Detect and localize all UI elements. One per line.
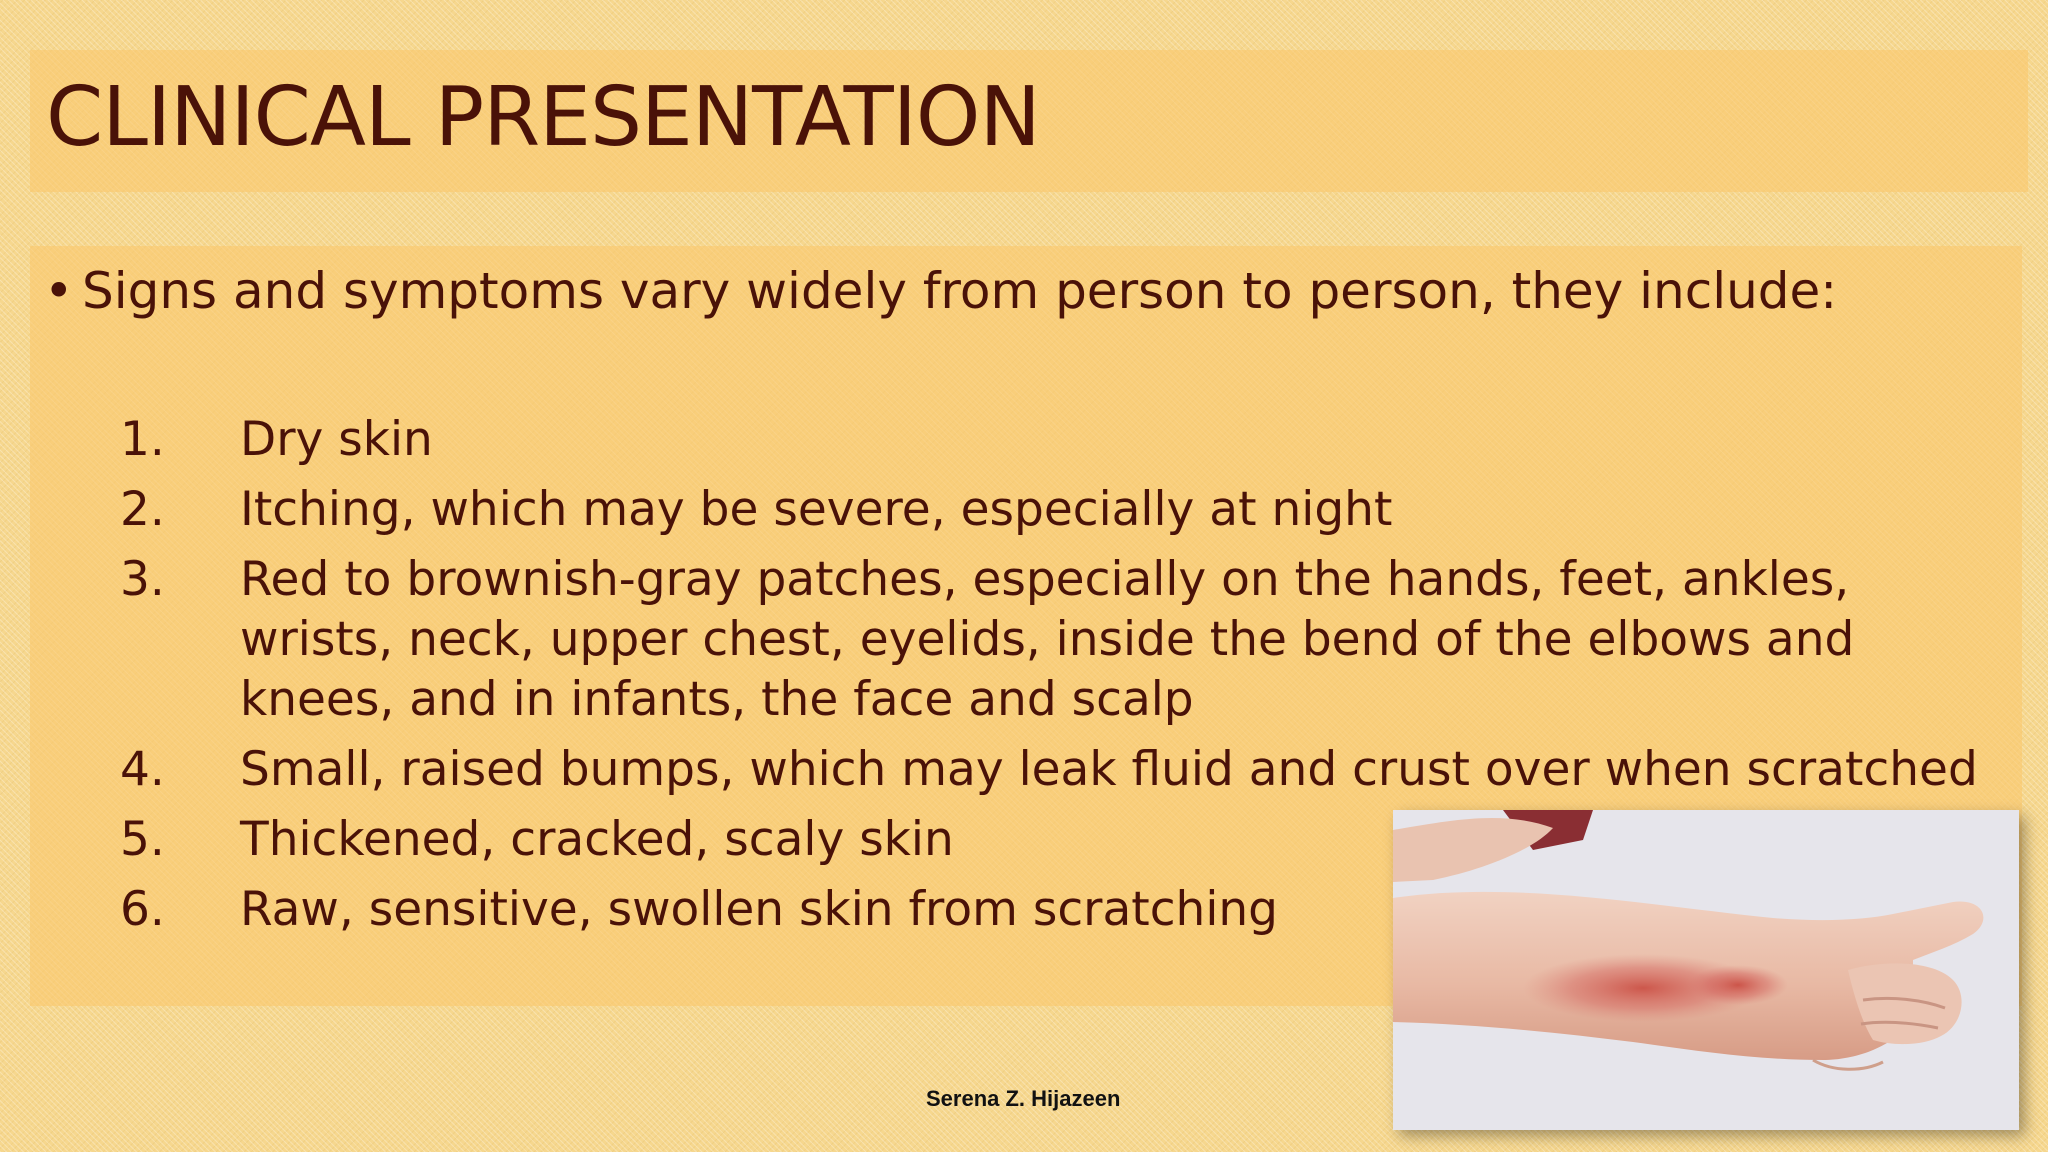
list-item-number: 1. [120, 412, 165, 467]
list-item [120, 410, 2000, 470]
list-item-text: Itching, which may be severe, especially at night [240, 482, 1393, 537]
list-item [120, 480, 2000, 540]
author-footer: Serena Z. Hijazeen [926, 1086, 1121, 1111]
bullet-marker: • [44, 262, 74, 320]
list-item [120, 740, 2000, 800]
list-item-number: 2. [120, 482, 165, 537]
list-item-text: Small, raised bumps, which may leak fluid and crust over when scratched [240, 742, 1978, 797]
list-item-text: Thickened, cracked, scaly skin [240, 812, 954, 867]
arm-illustration [1393, 810, 2019, 1130]
list-item-text: Raw, sensitive, swollen skin from scratching [240, 882, 1279, 937]
list-item-number: 6. [120, 882, 165, 937]
intro-bullet [44, 256, 2004, 326]
list-item-number: 5. [120, 812, 165, 867]
list-item-number: 3. [120, 552, 165, 607]
list-item [120, 550, 2000, 730]
slide-title: CLINICAL PRESENTATION [46, 70, 1040, 165]
rash-patch-small [1688, 965, 1788, 1005]
intro-text: Signs and symptoms vary widely from person to person, they include: [82, 262, 1838, 320]
list-item-text: Red to brownish-gray patches, especially on the hands, feet, ankles, wrists, neck, upper chest, eyelids, inside the bend of the elbows and knees, and in infants, the face and scalp [240, 552, 1855, 727]
list-item-text: Dry skin [240, 412, 433, 467]
list-item-number: 4. [120, 742, 165, 797]
eczema-arm-photo [1393, 810, 2019, 1130]
title-banner [30, 50, 2028, 192]
